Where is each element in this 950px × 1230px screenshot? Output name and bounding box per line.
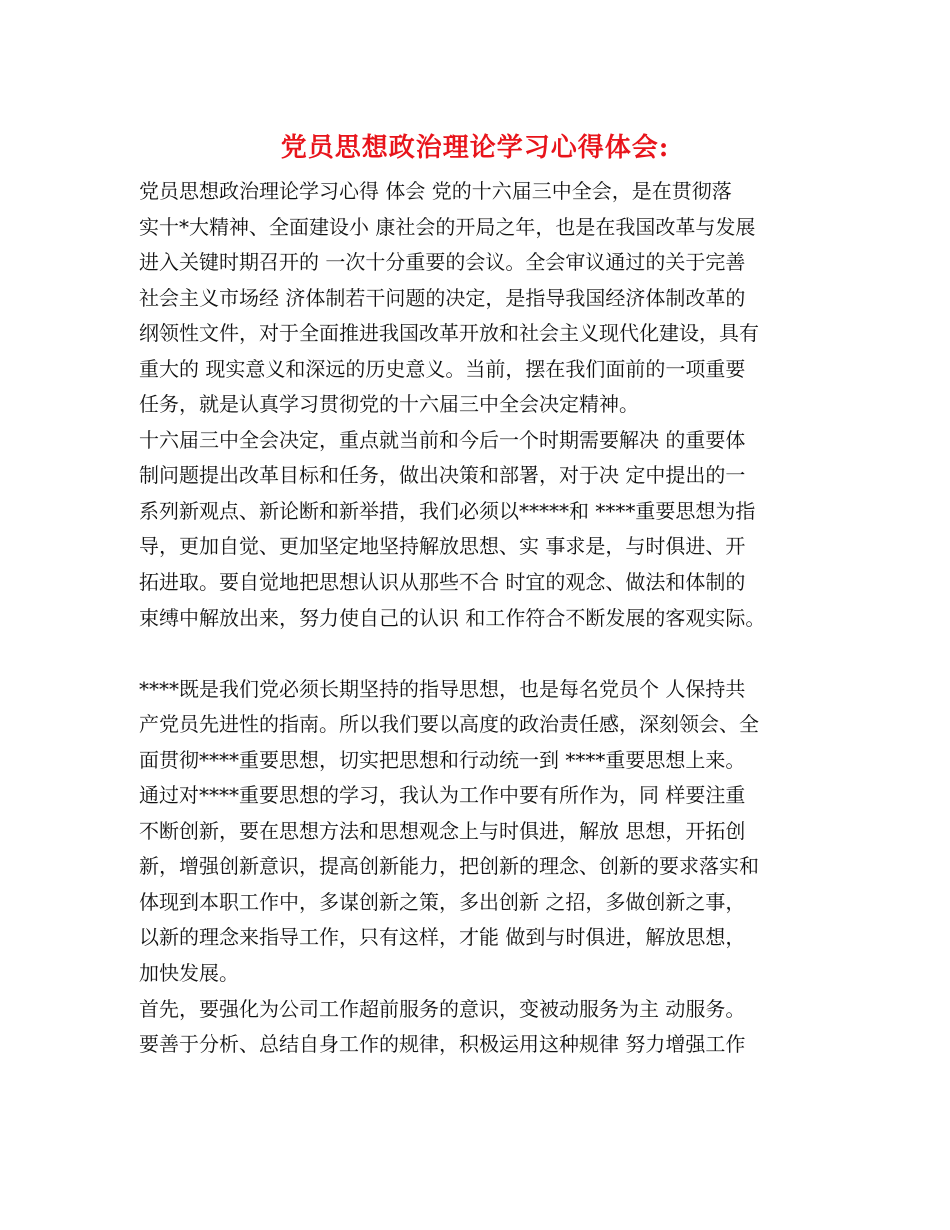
text-line: 不断创新，要在思想方法和思想观念上与时俱进，解放 思想，开拓创: [139, 818, 746, 843]
paragraph-gap: [139, 636, 819, 672]
text-line: 系列新观点、新论断和新举措，我们必须以*****和 ****重要思想为指: [139, 498, 756, 523]
text-line: 以新的理念来指导工作，只有这样，才能 做到与时俱进，解放思想，: [139, 925, 746, 950]
text-line: 新，增强创新意识，提高创新能力，把创新的理念、创新的要求落实和: [139, 854, 759, 879]
text-line: 面贯彻****重要思想，切实把思想和行动统一到 ****重要思想上来。: [139, 747, 746, 772]
text-line: 产党员先进性的指南。所以我们要以高度的政治责任感，深刻领会、全: [139, 712, 759, 737]
text-line: 实十*大精神、全面建设小 康社会的开局之年，也是在我国改革与发展: [139, 214, 756, 239]
text-line: 要善于分析、总结自身工作的规律，积极运用这种规律 努力增强工作: [139, 1032, 746, 1057]
document-body: [139, 174, 819, 1063]
text-line: ****既是我们党必须长期坚持的指导思想，也是每名党员个 人保持共: [139, 676, 746, 701]
document-title: 党员思想政治理论学习心得体会:: [280, 133, 670, 163]
text-line: 十六届三中全会决定，重点就当前和今后一个时期需要解决 的重要体: [139, 427, 746, 452]
text-line: 重大的 现实意义和深远的历史意义。当前，摆在我们面前的一项重要: [139, 356, 746, 381]
text-line: 任务，就是认真学习贯彻党的十六届三中全会决定精神。: [139, 392, 639, 417]
text-line: 进入关键时期召开的 一次十分重要的会议。全会审议通过的关于完善: [139, 250, 746, 275]
text-line: 体现到本职工作中，多谋创新之策，多出创新 之招，多做创新之事，: [139, 889, 746, 914]
text-line: 通过对****重要思想的学习，我认为工作中要有所作为，同 样要注重: [139, 783, 746, 808]
text-line: 纲领性文件，对于全面推进我国改革开放和社会主义现代化建设，具有: [139, 321, 759, 346]
text-line: 首先，要强化为公司工作超前服务的意识，变被动服务为主 动服务。: [139, 996, 746, 1021]
text-line: 导，更加自觉、更加坚定地坚持解放思想、实 事求是，与时俱进、开: [139, 534, 746, 559]
text-line: 党员思想政治理论学习心得 体会 党的十六届三中全会，是在贯彻落: [139, 179, 732, 203]
text-line: 社会主义市场经 济体制若干问题的决定，是指导我国经济体制改革的: [139, 285, 746, 310]
text-line: 制问题提出改革目标和任务，做出决策和部署，对于决 定中提出的一: [139, 463, 746, 488]
text-line: 加快发展。: [139, 961, 239, 986]
text-line: 拓进取。要自觉地把思想认识从那些不合 时宜的观念、做法和体制的: [139, 570, 746, 595]
text-line: 束缚中解放出来，努力使自己的认识 和工作符合不断发展的客观实际。: [139, 605, 766, 630]
